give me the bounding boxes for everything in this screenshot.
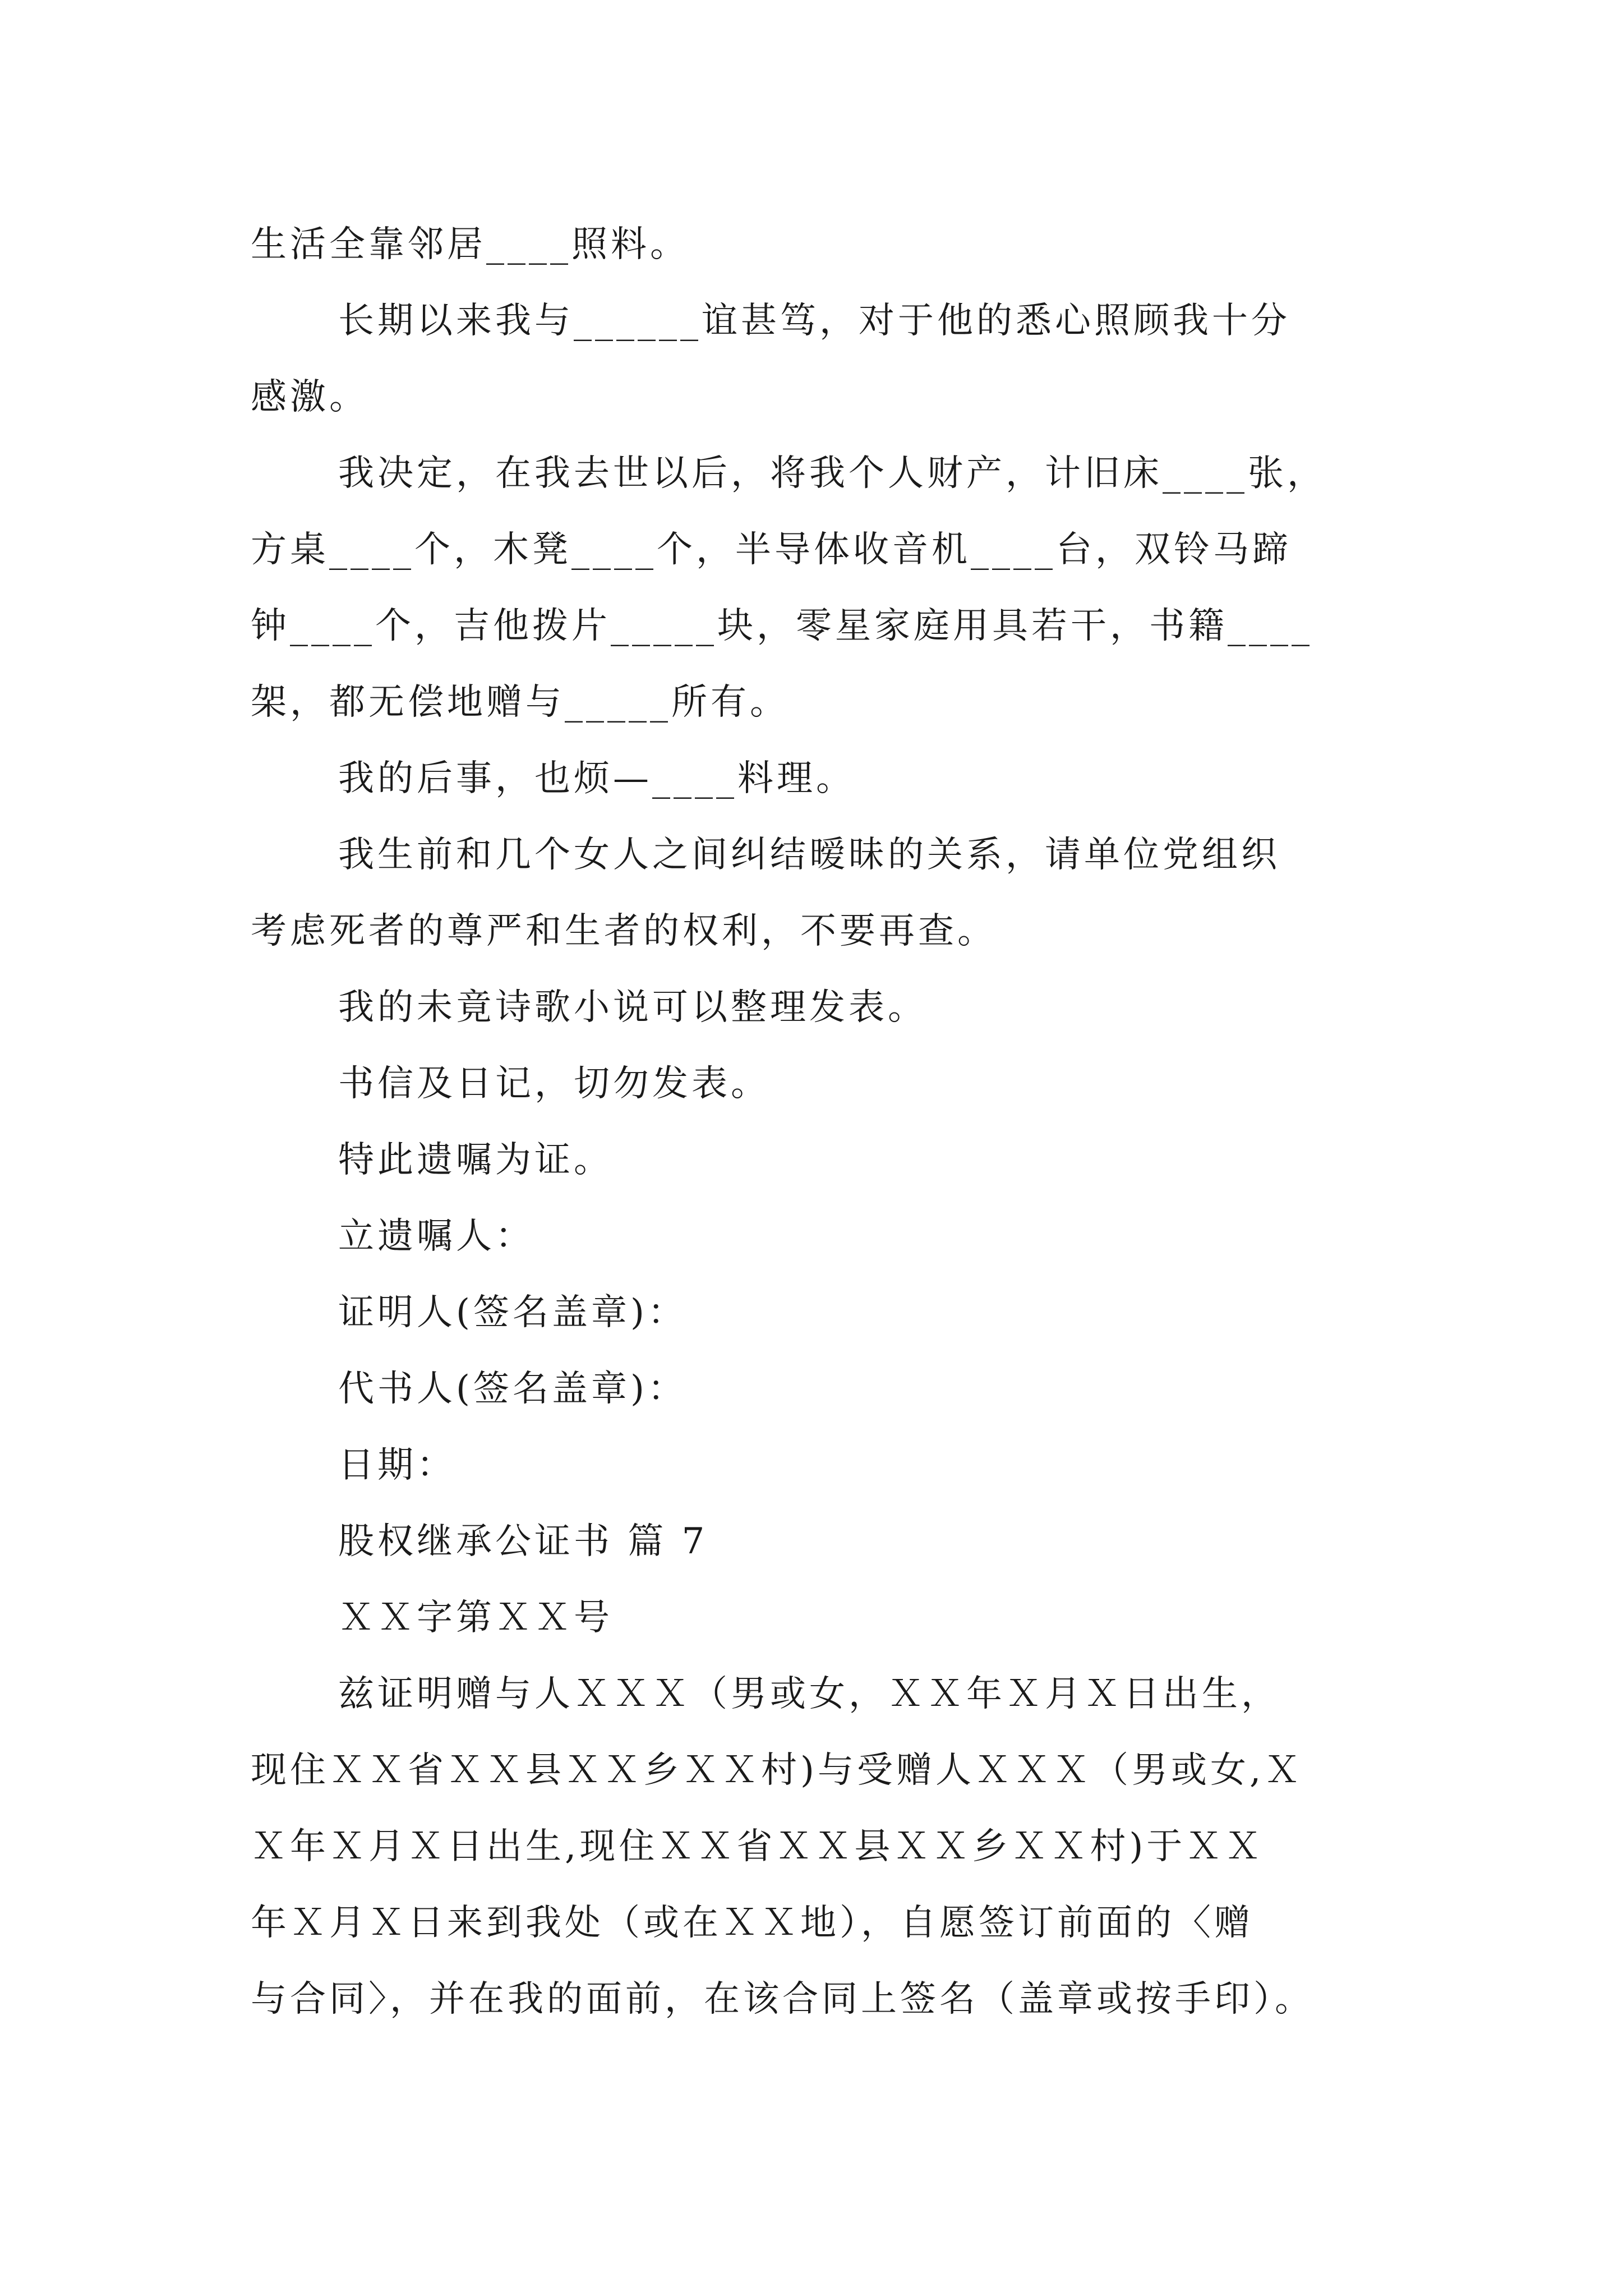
paragraph-line: 现住ＸＸ省ＸＸ县ＸＸ乡ＸＸ村)与受赠人ＸＸＸ（男或女,Ｘ bbox=[251, 1750, 1304, 1791]
paragraph-line: 方桌____个，木凳____个，半导体收音机____台，双铃马蹄 bbox=[251, 529, 1292, 570]
signature-field: 证明人(签名盖章)： bbox=[338, 1292, 687, 1333]
section-heading: 股权继承公证书 篇 7 bbox=[338, 1521, 708, 1562]
paragraph-line: 我的未竟诗歌小说可以整理发表。 bbox=[338, 987, 927, 1028]
paragraph-line: 兹证明赠与人ＸＸＸ（男或女，ＸＸ年Ｘ月Ｘ日出生， bbox=[338, 1673, 1280, 1715]
document-number: ＸＸ字第ＸＸ号 bbox=[338, 1597, 613, 1639]
date-field: 日期： bbox=[338, 1444, 456, 1486]
paragraph-line: 与合同〉，并在我的面前，在该合同上签名（盖章或按手印）。 bbox=[251, 1978, 1314, 2020]
paragraph-line: 我决定，在我去世以后，将我个人财产，计旧床____张， bbox=[338, 453, 1326, 494]
paragraph-line: 钟____个，吉他拨片_____块，零星家庭用具若干，书籍____ bbox=[251, 605, 1313, 647]
paragraph-line: 我的后事，也烦—____料理。 bbox=[338, 758, 855, 799]
paragraph-line: 年Ｘ月Ｘ日来到我处（或在ＸＸ地），自愿签订前面的〈赠 bbox=[251, 1902, 1253, 1944]
paragraph-line: 感激。 bbox=[251, 376, 368, 418]
paragraph-line: 架，都无偿地赠与_____所有。 bbox=[251, 682, 789, 723]
paragraph-line: 考虑死者的尊严和生者的权利，不要再查。 bbox=[251, 910, 997, 952]
paragraph-line: 特此遗嘱为证。 bbox=[338, 1139, 613, 1181]
paragraph-line: 生活全靠邻居____照料。 bbox=[251, 224, 689, 265]
signature-field: 立遗嘱人： bbox=[338, 1216, 534, 1257]
paragraph-line: 我生前和几个女人之间纠结暧昧的关系，请单位党组织 bbox=[338, 834, 1280, 876]
signature-field: 代书人(签名盖章)： bbox=[338, 1368, 687, 1410]
paragraph-line: 长期以来我与______谊甚笃，对于他的悉心照顾我十分 bbox=[338, 300, 1290, 342]
paragraph-line: Ｘ年Ｘ月Ｘ日出生,现住ＸＸ省ＸＸ县ＸＸ乡ＸＸ村)于ＸＸ bbox=[251, 1826, 1265, 1867]
paragraph-line: 书信及日记，切勿发表。 bbox=[338, 1063, 770, 1105]
